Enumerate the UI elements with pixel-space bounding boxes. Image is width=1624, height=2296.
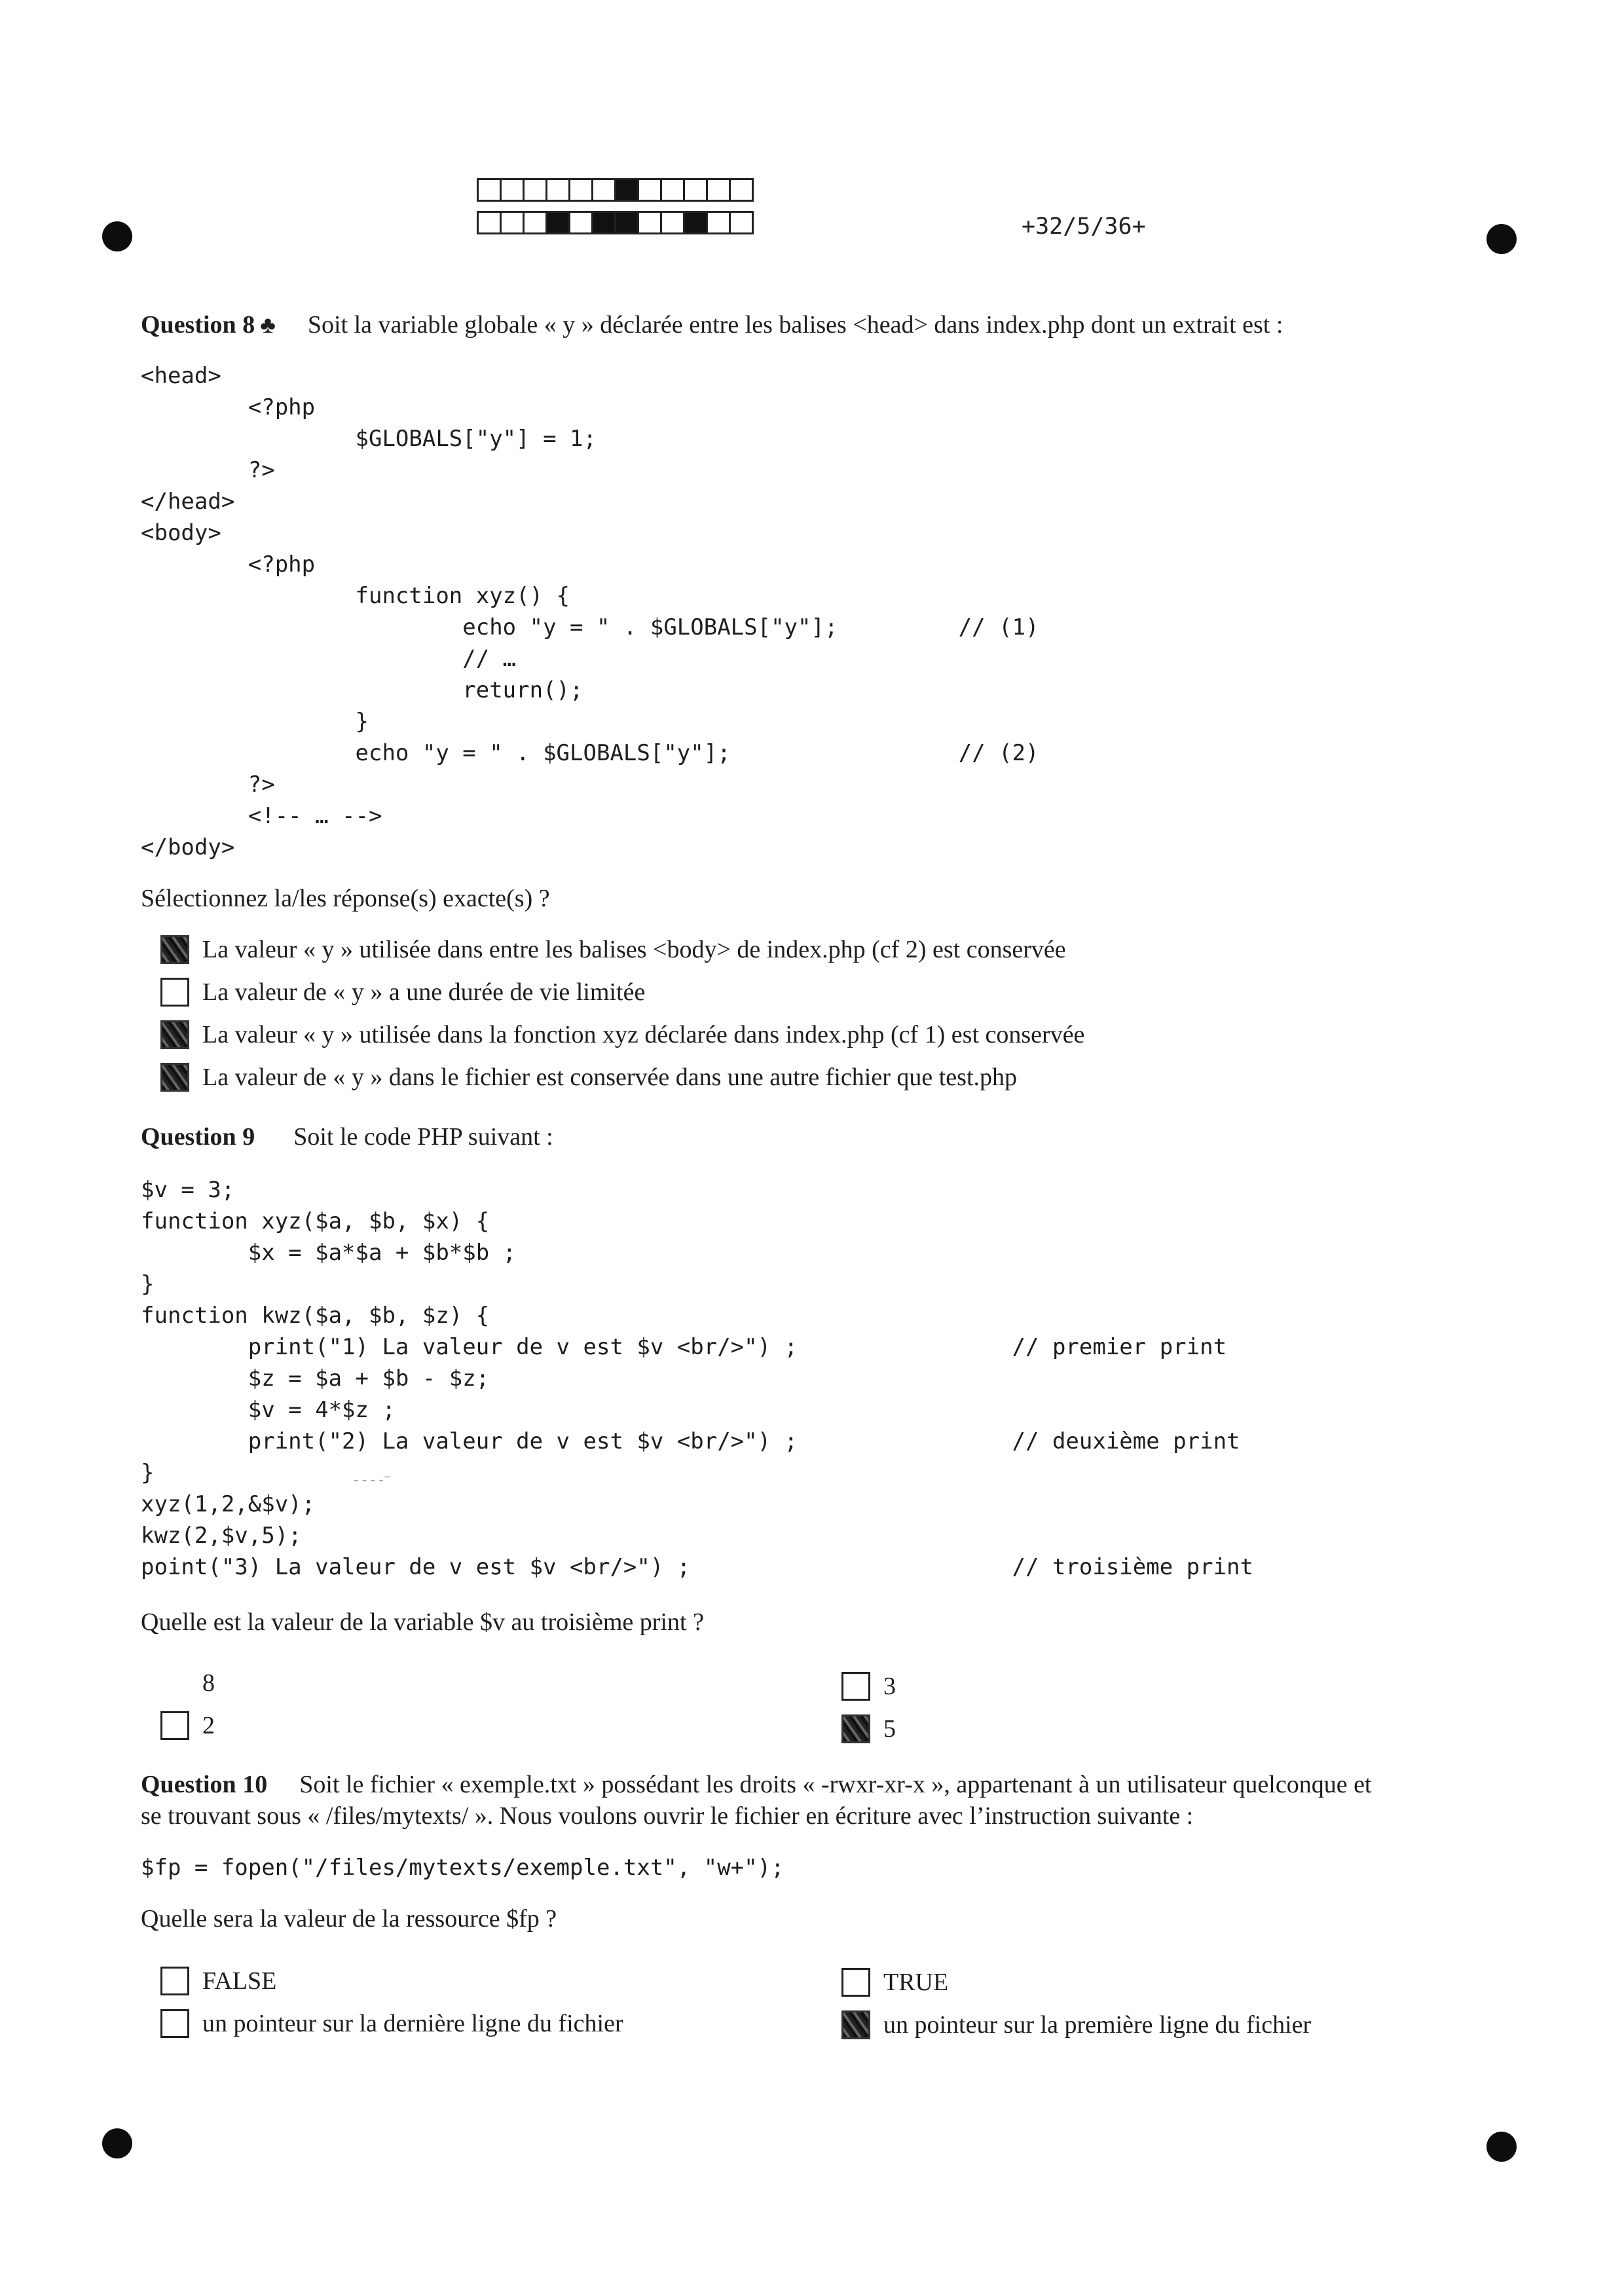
code-line: print("1) La valeur de v est $v <br/>") ; // premier print <box>141 1334 1227 1360</box>
option-label: 8 <box>202 1669 215 1697</box>
question-8-code <box>141 360 1039 863</box>
option-label: 5 <box>883 1715 896 1743</box>
checkbox[interactable] <box>160 935 189 964</box>
question-10-option-2[interactable] <box>841 1968 948 1997</box>
club-icon: ♣ <box>260 312 276 338</box>
barcode-cell <box>660 211 685 234</box>
code-line: $x = $a*$a + $b*$b ; <box>141 1240 517 1266</box>
option-label: 3 <box>883 1673 896 1700</box>
barcode-cell <box>706 211 731 234</box>
barcode-cell <box>568 178 593 202</box>
barcode-cell <box>477 178 502 202</box>
checkbox[interactable] <box>160 1063 189 1092</box>
barcode-cell <box>545 211 570 234</box>
barcode-cell <box>729 178 754 202</box>
code-line: $z = $a + $b - $z; <box>141 1365 490 1392</box>
code-line: function kwz($a, $b, $z) { <box>141 1303 490 1329</box>
option-label: FALSE <box>202 1967 277 1995</box>
code-line: echo "y = " . $GLOBALS["y"]; // (1) <box>141 614 1039 640</box>
barcode-cell <box>683 178 708 202</box>
checkbox[interactable] <box>841 1714 870 1743</box>
question-8-option-3[interactable] <box>160 1020 1084 1049</box>
stray-pencil-mark: - - - -⁻ <box>354 1471 392 1487</box>
barcode-cell <box>523 211 547 234</box>
checkbox[interactable] <box>160 1967 189 1995</box>
checkbox[interactable] <box>841 2010 870 2039</box>
registration-mark-top-left <box>102 221 132 251</box>
code-line: } <box>141 1271 155 1297</box>
barcode-cell <box>706 178 731 202</box>
code-line: <?php <box>141 551 316 578</box>
code-line: return(); <box>141 677 583 703</box>
barcode-cell <box>637 211 662 234</box>
barcode-cell <box>729 211 754 234</box>
checkbox[interactable] <box>160 2009 189 2038</box>
option-label: La valeur « y » utilisée dans entre les balises <body> de index.php (cf 2) est conservée <box>202 936 1066 963</box>
checkbox[interactable] <box>160 978 189 1007</box>
question-9-label: Question 9 <box>141 1123 255 1151</box>
code-line: echo "y = " . $GLOBALS["y"]; // (2) <box>141 740 1039 766</box>
code-line: function xyz($a, $b, $x) { <box>141 1208 490 1234</box>
question-8-instruction: Sélectionnez la/les réponse(s) exacte(s) ? <box>141 885 550 912</box>
code-line: ?> <box>141 771 275 798</box>
question-10-code: $fp = fopen("/files/mytexts/exemple.txt", "w+"); <box>141 1855 784 1881</box>
barcode-cell <box>683 211 708 234</box>
code-line: } <box>141 709 369 735</box>
checkbox[interactable] <box>841 1968 870 1997</box>
question-10-prompt-line-2: se trouvant sous « /files/mytexts/ ». Nous voulons ouvrir le fichier en écriture avec l’instruction suivante : <box>141 1802 1194 1830</box>
code-line: xyz(1,2,&$v); <box>141 1491 316 1517</box>
checkbox[interactable] <box>160 1020 189 1049</box>
question-9-code <box>141 1174 1253 1583</box>
option-label: La valeur de « y » dans le fichier est conservée dans une autre fichier que test.php <box>202 1064 1017 1091</box>
registration-mark-top-right <box>1486 224 1517 254</box>
barcode-row-top <box>477 178 754 202</box>
code-line: <!-- … --> <box>141 803 382 829</box>
barcode-cell <box>500 211 525 234</box>
option-label: La valeur de « y » a une durée de vie limitée <box>202 978 646 1006</box>
barcode-row-bottom <box>477 211 754 234</box>
barcode-cell <box>477 211 502 234</box>
code-line: // … <box>141 646 517 672</box>
barcode-cell <box>500 178 525 202</box>
option-label: La valeur « y » utilisée dans la fonction xyz déclarée dans index.php (cf 1) est conservée <box>202 1021 1085 1048</box>
code-line: ?> <box>141 457 275 483</box>
question-8-option-4[interactable] <box>160 1063 1017 1092</box>
question-10-option-3[interactable] <box>160 2009 623 2038</box>
question-8-prompt: Soit la variable globale « y » déclarée entre les balises <head> dans index.php dont un extrait est : <box>307 311 1283 339</box>
question-10-label: Question 10 <box>141 1771 268 1798</box>
barcode-cell <box>545 178 570 202</box>
question-9-instruction: Quelle est la valeur de la variable $v au troisième print ? <box>141 1608 704 1636</box>
code-line: <?php <box>141 394 316 420</box>
option-label: TRUE <box>883 1969 949 1996</box>
question-8-header <box>141 310 1283 339</box>
checkbox[interactable] <box>160 1669 189 1697</box>
barcode-cell <box>614 211 639 234</box>
question-8-option-2[interactable] <box>160 978 645 1007</box>
option-label: un pointeur sur la première ligne du fichier <box>883 2011 1312 2039</box>
code-line: $GLOBALS["y"] = 1; <box>141 426 597 452</box>
barcode-cell <box>523 178 547 202</box>
option-label: 2 <box>202 1712 215 1739</box>
checkbox[interactable] <box>841 1672 870 1701</box>
code-line: point("3) La valeur de v est $v <br/>") ; // troisième print <box>141 1554 1253 1580</box>
code-line: kwz(2,$v,5); <box>141 1523 302 1549</box>
code-line: </body> <box>141 834 235 861</box>
page-identifier: +32/5/36+ <box>1022 213 1146 240</box>
code-line: <body> <box>141 520 221 546</box>
code-line: $v = 3; <box>141 1177 235 1203</box>
barcode-cell <box>568 211 593 234</box>
question-10-prompt-line-1: Soit le fichier « exemple.txt » possédant les droits « -rwxr-xr-x », appartenant à un utilisateur quelconque et <box>299 1771 1372 1798</box>
code-line: $v = 4*$z ; <box>141 1397 396 1423</box>
checkbox[interactable] <box>160 1711 189 1740</box>
question-8-label: Question 8 <box>141 311 255 339</box>
question-9-option-1[interactable] <box>160 1669 215 1697</box>
question-9-option-4[interactable] <box>841 1714 896 1743</box>
barcode-cell <box>591 178 616 202</box>
question-8-option-1[interactable] <box>160 935 1066 964</box>
code-line: print("2) La valeur de v est $v <br/>") ; // deuxième print <box>141 1428 1240 1454</box>
barcode-cell <box>637 178 662 202</box>
registration-mark-bottom-left <box>102 2128 132 2158</box>
code-line: function xyz() { <box>141 583 570 609</box>
question-10-header <box>141 1770 1372 1799</box>
question-10-instruction: Quelle sera la valeur de la ressource $fp ? <box>141 1905 557 1933</box>
question-10-option-1[interactable] <box>160 1967 276 1995</box>
question-9-option-3[interactable] <box>160 1711 215 1740</box>
code-line: } <box>141 1460 155 1486</box>
code-line: </head> <box>141 489 235 515</box>
barcode-cell <box>614 178 639 202</box>
code-line: <head> <box>141 363 221 389</box>
option-label: un pointeur sur la dernière ligne du fichier <box>202 2010 623 2037</box>
barcode-cell <box>660 178 685 202</box>
question-9-option-2[interactable] <box>841 1672 896 1701</box>
question-9-header <box>141 1122 553 1151</box>
barcode-cell <box>591 211 616 234</box>
question-9-prompt: Soit le code PHP suivant : <box>293 1123 553 1151</box>
question-10-option-4[interactable] <box>841 2010 1311 2039</box>
registration-mark-bottom-right <box>1486 2132 1517 2162</box>
